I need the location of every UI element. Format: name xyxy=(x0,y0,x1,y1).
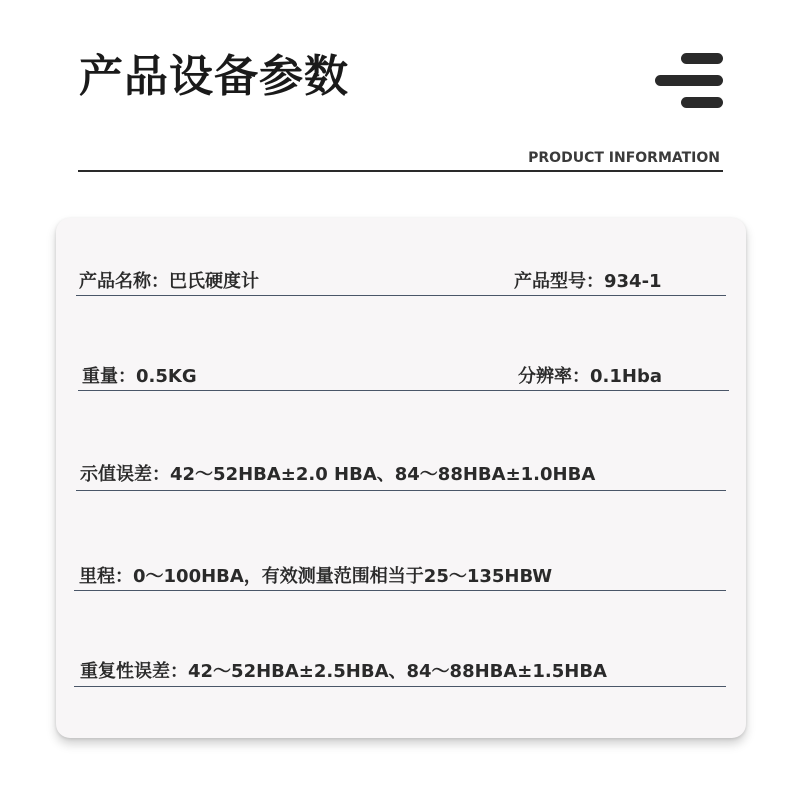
row-divider xyxy=(74,686,726,687)
range-label: 里程：0～100HBA，有效测量范围相当于25～135HBW xyxy=(79,566,553,587)
weight-label: 重量：0.5KG xyxy=(82,366,197,387)
header-divider xyxy=(78,170,723,172)
page-title: 产品设备参数 xyxy=(79,51,349,102)
product-name-label: 产品名称：巴氏硬度计 xyxy=(79,271,259,292)
menu-icon-bar-top xyxy=(681,53,723,64)
row-divider xyxy=(74,590,726,591)
row-divider xyxy=(78,390,729,391)
resolution-label: 分辨率：0.1Hba xyxy=(518,366,662,387)
indication-error-label: 示值误差：42～52HBA±2.0 HBA、84～88HBA±1.0HBA xyxy=(80,464,596,485)
product-model-label: 产品型号：934-1 xyxy=(514,271,662,292)
row-divider xyxy=(76,490,726,491)
menu-icon-bar-bottom xyxy=(681,97,723,108)
repeatability-error-label: 重复性误差：42～52HBA±2.5HBA、84～88HBA±1.5HBA xyxy=(80,661,607,682)
page-subtitle: PRODUCT INFORMATION xyxy=(528,150,720,166)
menu-icon-bar-middle xyxy=(655,75,723,86)
row-divider xyxy=(76,295,726,296)
menu-icon[interactable] xyxy=(655,53,725,109)
